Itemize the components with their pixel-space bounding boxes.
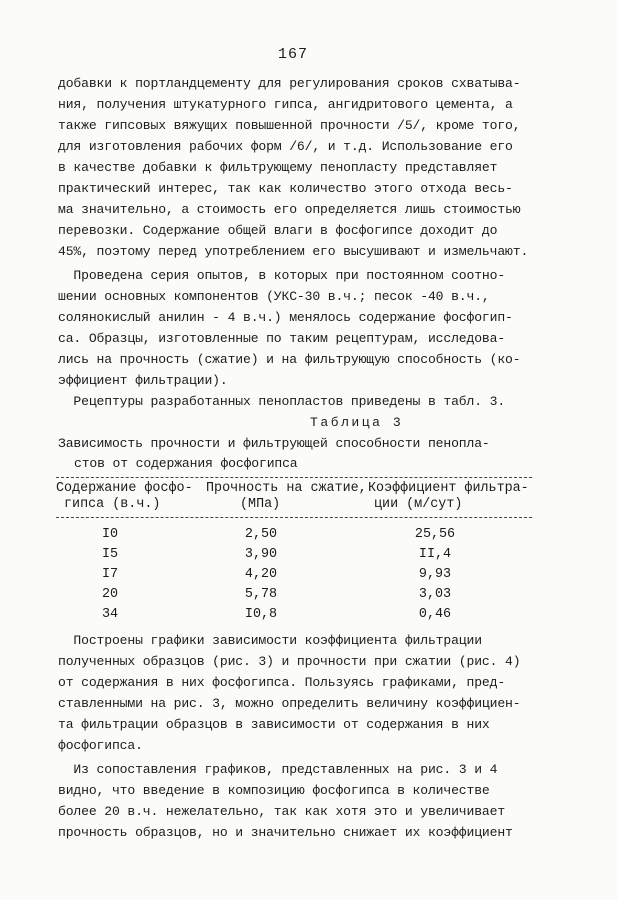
- paragraph-4-line: полученных образцов (рис. 3) и прочности при сжатии (рис. 4): [58, 654, 521, 669]
- table-cell: I7: [101, 567, 119, 582]
- paragraph-2-line: лись на прочность (сжатие) и на фильтрующую способность (ко-: [58, 352, 521, 367]
- table-label: Таблица 3: [310, 415, 404, 430]
- table-cell: 5,78: [244, 587, 278, 602]
- paragraph-1-line: добавки к портландцементу для регулирования сроков схватыва-: [58, 76, 521, 91]
- paragraph-5-line: Из сопоставления графиков, представленных на рис. 3 и 4: [58, 762, 498, 777]
- paragraph-2-line: Проведена серия опытов, в которых при постоянном соотно-: [58, 268, 506, 283]
- table-header-rule: [56, 517, 532, 518]
- table-cell: I0: [101, 527, 119, 542]
- paragraph-1-line: также гипсовых вяжущих повышенной прочности /5/, кроме того,: [58, 118, 521, 133]
- paragraph-1-line: перевозки. Содержание общей влаги в фосфогипсе доходит до: [58, 223, 498, 238]
- paragraph-2-line: са. Образцы, изготовленные по таким рецептурам, исследова-: [58, 331, 506, 346]
- table-cell: II,4: [418, 547, 452, 562]
- paragraph-2-line: эффициент фильтрации).: [58, 373, 228, 388]
- table-cell: I5: [101, 547, 119, 562]
- paragraph-4-line: Построены графики зависимости коэффициента фильтрации: [58, 633, 482, 648]
- paragraph-1-line: для изготовления рабочих форм /6/, и т.д. Использование его: [58, 139, 513, 154]
- paragraph-4-line: от содержания в них фосфогипса. Пользуясь графиками, пред-: [58, 675, 506, 690]
- table-cell: 4,20: [244, 567, 278, 582]
- table-cell: 3,90: [244, 547, 278, 562]
- paragraph-4-line: фосфогипса.: [58, 738, 143, 753]
- paragraph-4-line: та фильтрации образцов в зависимости от содержания в них: [58, 717, 490, 732]
- table-cell: 20: [101, 587, 119, 602]
- paragraph-5-line: более 20 в.ч. нежелательно, так как хотя это и увеличивает: [58, 804, 506, 819]
- paragraph-2-line: солянокислый анилин - 4 в.ч.) менялось содержание фосфогип-: [58, 310, 513, 325]
- paragraph-1-line: практический интерес, так как количество этого отхода весь-: [58, 181, 513, 196]
- header-cell-strength: (МПа): [240, 497, 281, 512]
- table-cell: 25,56: [414, 527, 456, 542]
- paragraph-1-line: ма значительно, а стоимость его определяется лишь стоимостью: [58, 202, 521, 217]
- table-caption-line: стов от содержания фосфогипса: [74, 456, 298, 471]
- header-cell-strength: Прочность на сжатие,: [206, 481, 367, 496]
- paragraph-1-line: 45%, поэтому перед употреблением его высушивают и измельчают.: [58, 244, 529, 259]
- paragraph-5-line: прочность образцов, но и значительно снижает их коэффициент: [58, 825, 513, 840]
- header-cell-filtration: ции (м/сут): [374, 497, 463, 512]
- table-caption-line: Зависимость прочности и фильтрующей способности пенопла-: [58, 436, 490, 451]
- paragraph-4-line: ставленными на рис. 3, можно определить величину коэффициен-: [58, 696, 521, 711]
- table-cell: I0,8: [244, 607, 278, 622]
- header-cell-phosphogypsum: Содержание фосфо-: [56, 481, 193, 496]
- paragraph-2-line: шении основных компонентов (УКС-30 в.ч.; песок -40 в.ч.,: [58, 289, 490, 304]
- table-top-rule: [56, 477, 532, 478]
- paragraph-5-line: видно, что введение в композицию фосфогипса в количестве: [58, 783, 490, 798]
- header-cell-filtration: Коэффициент фильтра-: [368, 481, 529, 496]
- header-cell-phosphogypsum: гипса (в.ч.): [64, 497, 161, 512]
- table-cell: 34: [101, 607, 119, 622]
- paragraph-1-line: ния, получения штукатурного гипса, ангидритового цемента, а: [58, 97, 513, 112]
- table-cell: 0,46: [418, 607, 452, 622]
- table-cell: 9,93: [418, 567, 452, 582]
- paragraph-1-line: в качестве добавки к фильтрующему пенопласту представляет: [58, 160, 498, 175]
- page-number: 167: [278, 46, 309, 63]
- table-cell: 2,50: [244, 527, 278, 542]
- table-cell: 3,03: [418, 587, 452, 602]
- paragraph-3: Рецептуры разработанных пенопластов приведены в табл. 3.: [58, 394, 506, 409]
